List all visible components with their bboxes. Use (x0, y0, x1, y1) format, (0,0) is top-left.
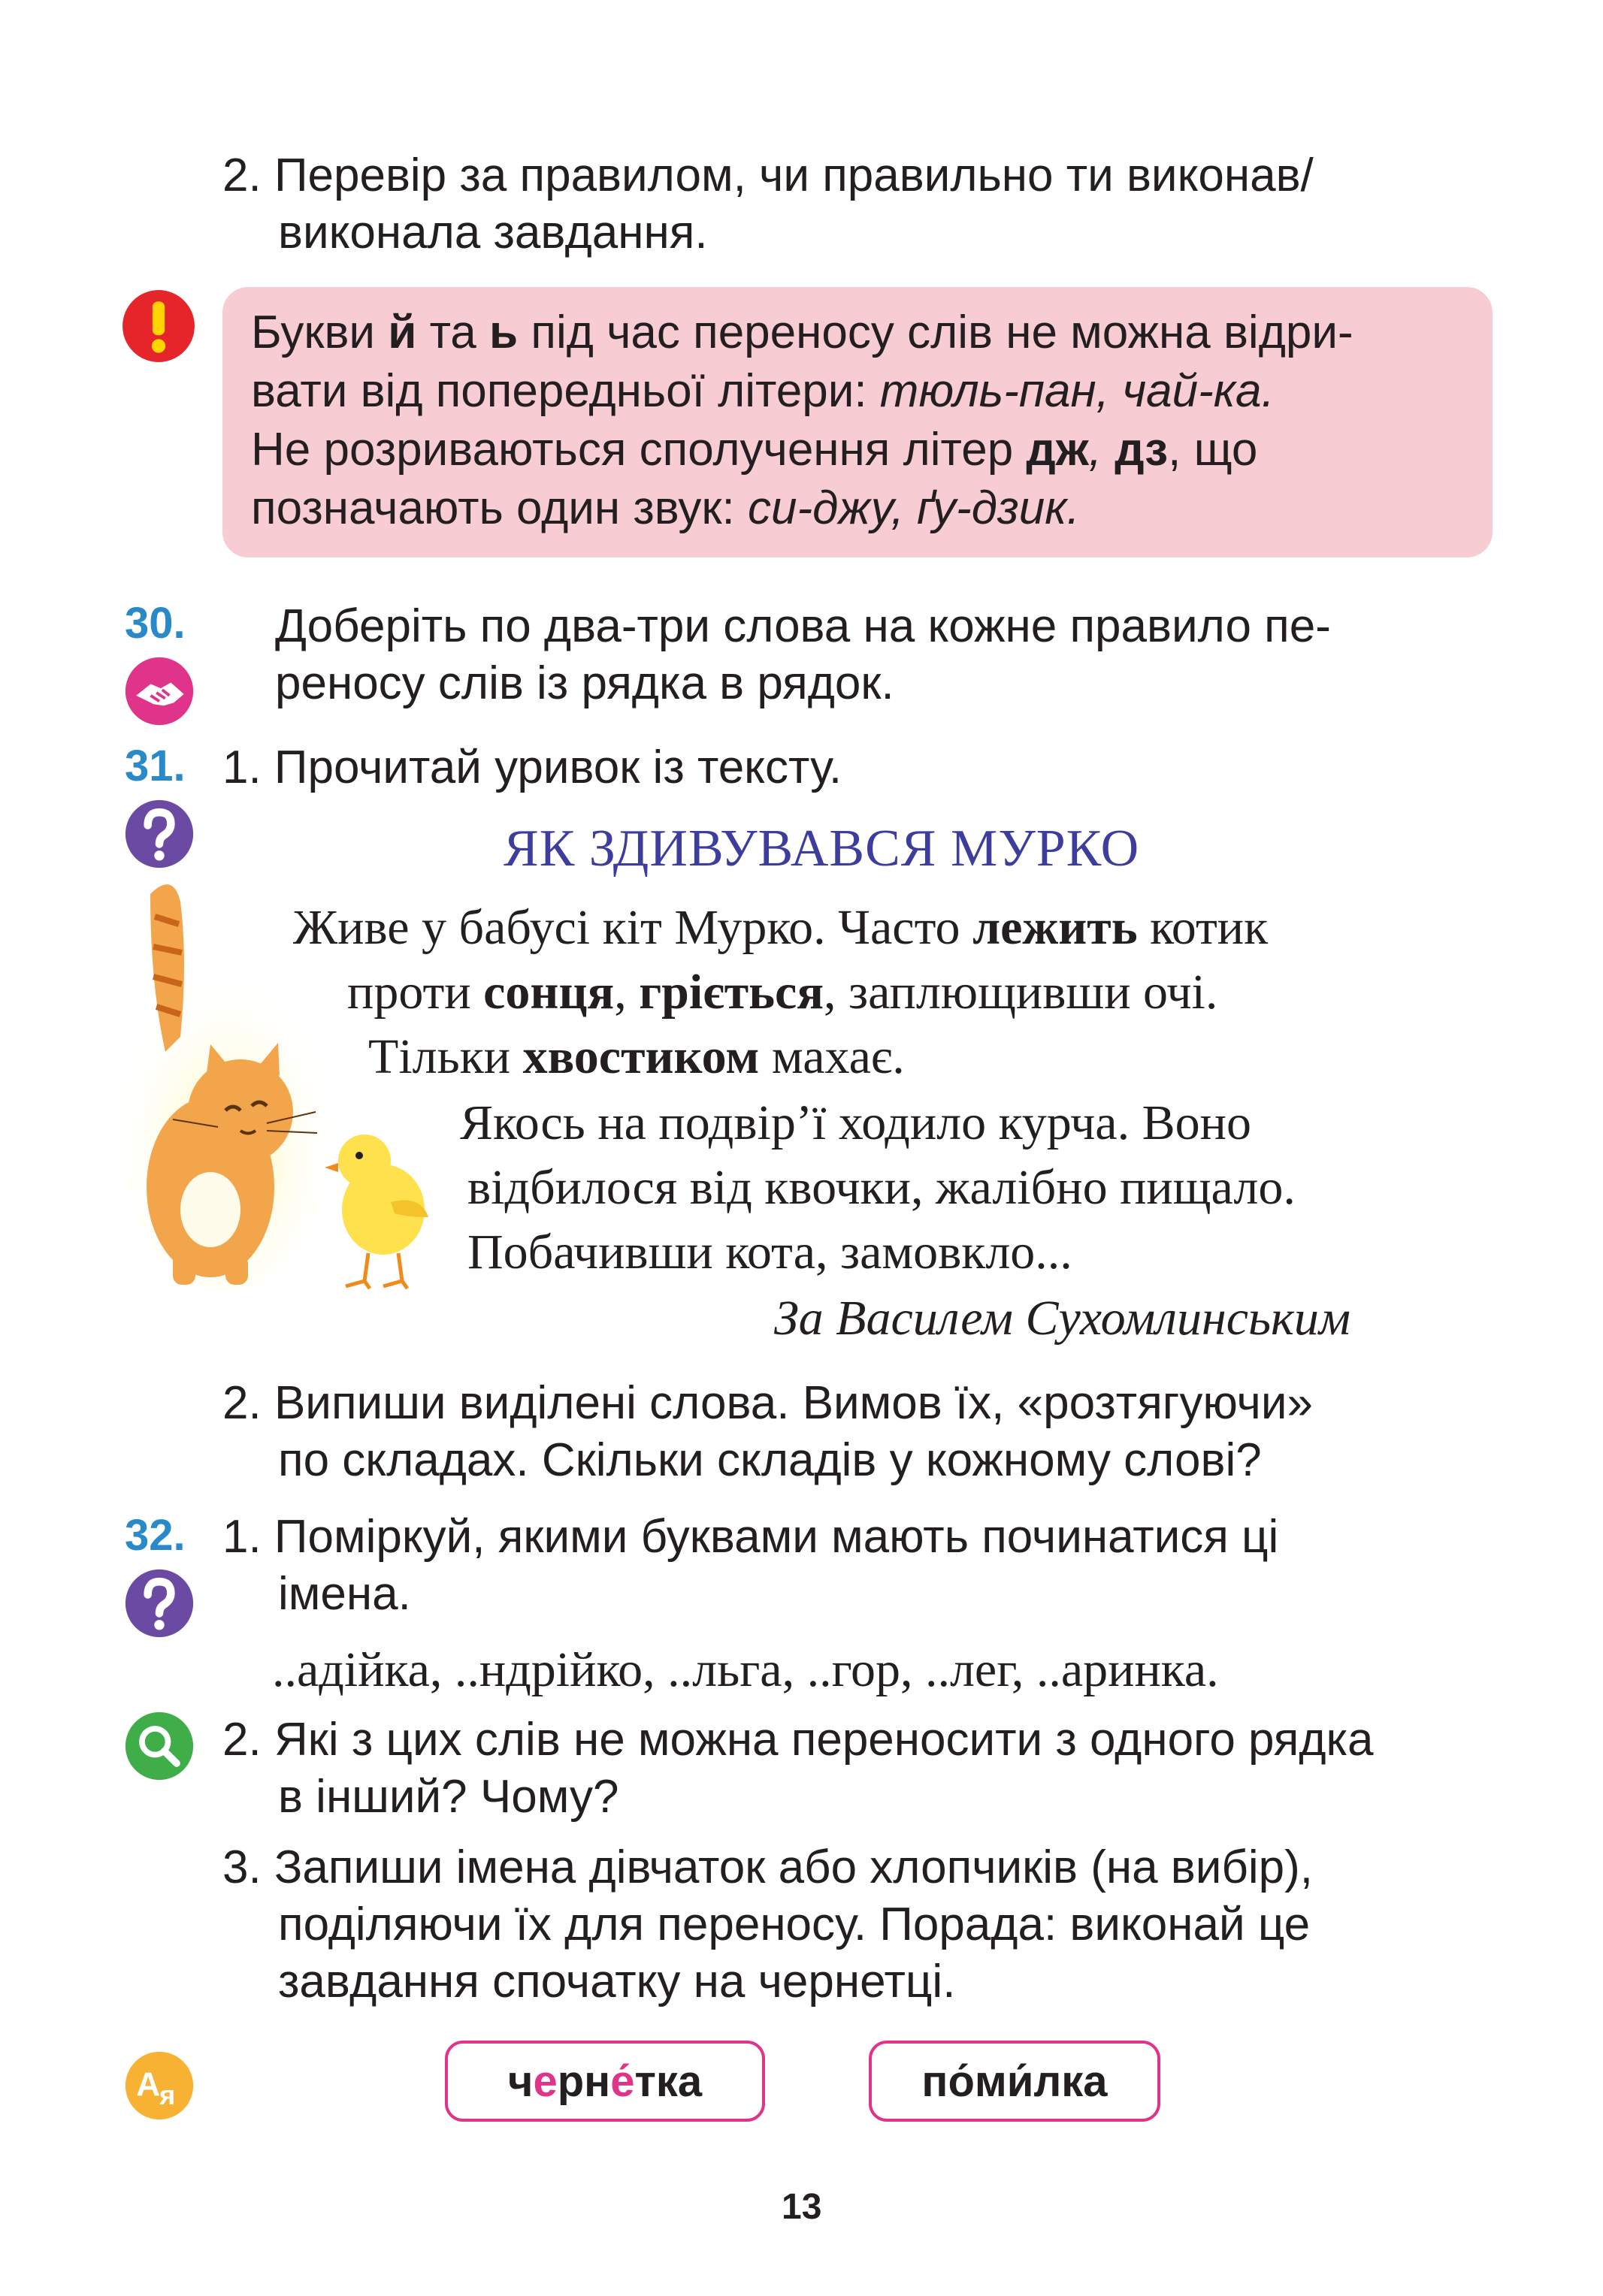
exercise-32-number: 32. (125, 1511, 186, 1560)
rule-example: тюль-пан, чай-ка. (879, 365, 1275, 417)
word-letters: лка (1033, 2056, 1108, 2106)
svg-text:А: А (136, 2066, 161, 2104)
word-letters: ч (507, 2056, 534, 2106)
task-text: Запиши імена дівчаток або хлопчиків (на вибір), (274, 1841, 1313, 1893)
exercise-30-text (275, 598, 1508, 712)
rule-text-fragment: та (416, 307, 490, 358)
rule-text-fragment: під час переносу слів не можна відри- (518, 307, 1353, 358)
intro-text-1: Перевір за правилом, чи правильно ти виконав/ (274, 150, 1314, 201)
intro-line-2: виконала завдання. (278, 207, 708, 258)
question-icon (123, 798, 195, 870)
story-author: За Василем Сухомлинським (774, 1291, 1351, 1346)
rule-line-3 (251, 421, 1453, 479)
story-line-6: Побачивши кота, замовкло... (467, 1225, 1072, 1279)
exercise-30-line-2: реносу слів із рядка в рядок. (275, 657, 894, 709)
story-highlighted-word: лежить (972, 900, 1138, 955)
rule-line-1 (251, 304, 1453, 362)
exercise-32-task-1 (222, 1509, 1500, 1623)
exercise-31-task-2-line-2: по складах. Скільки складів у кожному слові? (278, 1434, 1262, 1486)
intro-line-1 (222, 147, 1500, 204)
exclamation-icon (120, 288, 197, 364)
exercise-32-task-1-line-1: 1. Поміркуй, якими буквами мають починатися ці (222, 1511, 1279, 1563)
exercise-32-task-1-line-2: імена. (278, 1568, 411, 1620)
story-text-fragment: , (614, 965, 640, 1020)
task-number: 2. (222, 1377, 262, 1429)
svg-text:я: я (159, 2079, 176, 2110)
exercise-32-task-3 (222, 1839, 1500, 2011)
exercise-32-task-3-line-2: поділяючи їх для переносу. Порада: виконай це (278, 1899, 1311, 1950)
rule-bold-letters: дж (1026, 424, 1089, 476)
task-number: 2. (222, 1714, 262, 1766)
story-title: ЯК ЗДИВУВАВСЯ МУРКО (504, 820, 1140, 878)
rule-text-fragment: Не розриваються сполучення літер (251, 424, 1027, 476)
chick-illustration (323, 1119, 443, 1292)
story-text-fragment: Тільки (368, 1029, 523, 1084)
exercise-30-number: 30. (125, 599, 186, 648)
story-text-fragment: , заплющивши очі. (824, 965, 1218, 1020)
rule-text-fragment: Букви (251, 307, 389, 358)
word-box-chernetka (445, 2041, 765, 2122)
task-text: Випиши виділені слова. Вимов їх, «розтягуючи» (274, 1377, 1313, 1429)
handshake-icon (123, 655, 195, 727)
exercise-32-task-3-line-1 (222, 1839, 1500, 1896)
story-text-fragment: котик (1137, 900, 1269, 955)
story-line-5: відбилося від квочки, жалібно пищало. (467, 1160, 1296, 1215)
story-highlighted-word: хвостиком (522, 1029, 760, 1084)
word-letters: ми́ (974, 2056, 1034, 2106)
story-highlighted-word: гріється (639, 965, 824, 1020)
rule-text-fragment: вати від попередньої літери: (251, 365, 880, 417)
exercise-31-task-2 (222, 1375, 1500, 1489)
exercise-32-task-2 (222, 1711, 1500, 1826)
rule-line-2 (251, 362, 1453, 421)
intro-number: 2. (222, 150, 262, 201)
rule-text-fragment: , що (1168, 424, 1258, 476)
story-highlighted-word: сонця (483, 965, 615, 1020)
story-line-1 (293, 896, 1496, 960)
word-letters: рн (557, 2056, 611, 2106)
rule-text-fragment: позначають один звук: (251, 482, 748, 534)
rule-example: си-джу, ґу-дзик. (747, 482, 1080, 534)
exercise-32-task-2-line-1 (222, 1711, 1500, 1769)
page-number: 13 (782, 2187, 822, 2227)
word-letters: тка (634, 2056, 703, 2106)
rule-text-fragment: , (1088, 424, 1115, 476)
story-line-2 (347, 960, 1496, 1025)
word-highlight-letter: е (533, 2056, 558, 2106)
task-number: 3. (222, 1841, 262, 1893)
story-line-3 (368, 1025, 1496, 1089)
exercise-32-task-3-line-3: завдання спочатку на чернетці. (278, 1956, 956, 2007)
exercise-31-task-1: 1. Прочитай уривок із тексту. (222, 742, 842, 793)
aya-icon (123, 2050, 195, 2122)
question-icon (123, 1567, 195, 1639)
story-text-fragment: проти (347, 965, 484, 1020)
exercise-32-task-2-line-2: в інший? Чому? (278, 1771, 619, 1823)
story-text-fragment: махає. (759, 1029, 905, 1084)
word-highlight-letter: е́ (610, 2056, 635, 2106)
rule-line-4 (251, 479, 1453, 538)
intro-task (222, 147, 1500, 261)
word-box-pomylka (869, 2041, 1160, 2122)
exercise-30-line-1: Доберіть по два-три слова на кожне правило пе- (275, 600, 1331, 652)
exercise-31-number: 31. (125, 742, 186, 790)
task-text: Які з цих слів не можна переносити з одного рядка (274, 1714, 1374, 1766)
names-list: ..адійка, ..ндрійко, ..льга, ..гор, ..лег, ..аринка. (272, 1642, 1219, 1697)
story-text-fragment: Живе у бабусі кіт Мурко. Часто (293, 900, 973, 955)
story-line-4: Якось на подвір’ї ходило курча. Воно (460, 1095, 1251, 1150)
word-letters: по́ (921, 2056, 975, 2106)
magnifier-icon (123, 1710, 195, 1782)
rule-bold-letter: й (388, 307, 417, 358)
exercise-31-task-2-line-1 (222, 1375, 1500, 1432)
rule-bold-letters: дз (1115, 424, 1169, 476)
rule-bold-letter: ь (489, 307, 519, 358)
rule-text (251, 304, 1453, 538)
